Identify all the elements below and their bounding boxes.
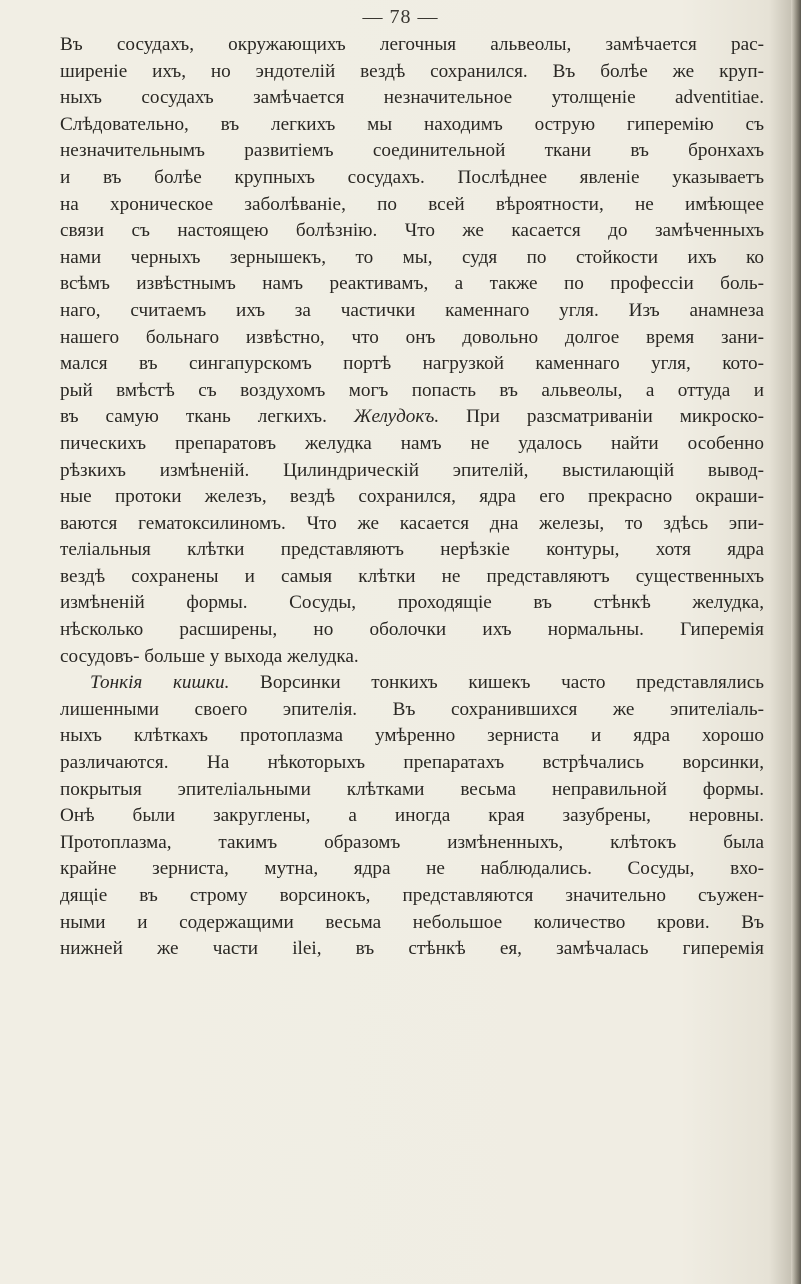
body-text <box>60 32 764 963</box>
page-edge-shadow <box>791 0 801 1284</box>
text-run: въ самую ткань легкихъ. <box>60 406 354 428</box>
text-line: измѣненій формы. Сосуды, проходящіе въ стѣнкѣ желудка, <box>60 592 764 614</box>
text-line: связи съ настоящею болѣзнію. Что же касается до замѣченныхъ <box>60 220 764 242</box>
text-line: ширеніе ихъ, но эндотелій вездѣ сохранился. Въ болѣе же круп- <box>60 60 764 82</box>
text-line: сосудовъ- больше у выхода желудка. <box>60 645 359 667</box>
text-line: пическихъ препаратовъ желудка намъ не удалось найти особенно <box>60 432 764 454</box>
text-line: ваются гематоксилиномъ. Что же касается дна железы, то здѣсь эпи- <box>60 512 764 534</box>
text-line: ные протоки железъ, вездѣ сохранился, ядра его прекрасно окраши- <box>60 486 764 508</box>
text-line: Въ сосудахъ, окружающихъ легочныя альвеолы, замѣчается рас- <box>60 34 764 55</box>
text-line: Онѣ были закруглены, а иногда края зазубрены, неровны. <box>60 805 764 827</box>
text-line: всѣмъ извѣстнымъ намъ реактивамъ, а также по профессіи боль- <box>60 273 764 295</box>
text-run: При разсматриваніи микроско- <box>439 406 764 428</box>
text-line: ныхъ сосудахъ замѣчается незначительное утолщеніе adventitiae. <box>60 87 764 109</box>
text-line: покрытыя эпителіальными клѣтками весьма неправильной формы. <box>60 778 764 800</box>
text-line: дящіе въ строму ворсинокъ, представляются значительно съужен- <box>60 885 764 906</box>
page-number: — 78 — <box>362 6 439 28</box>
text-line: Протоплазма, такимъ образомъ измѣненныхъ, клѣтокъ была <box>60 831 764 853</box>
text-line: крайне зерниста, мутна, ядра не наблюдались. Сосуды, вхо- <box>60 858 764 880</box>
text-run: Ворсинки тонкихъ кишекъ часто представлялись <box>229 672 764 694</box>
text-line: различаются. На нѣкоторыхъ препаратахъ встрѣчались ворсинки, <box>60 752 764 774</box>
text-line: теліальныя клѣтки представляютъ нерѣзкіе контуры, хотя ядра <box>60 539 764 561</box>
text-line: на хроническое заболѣваніе, по всей вѣроятности, не имѣющее <box>60 193 764 215</box>
text-line: ныхъ клѣткахъ протоплазма умѣренно зерниста и ядра хорошо <box>60 725 764 747</box>
text-line: наго, считаемъ ихъ за частички каменнаго угля. Изъ анамнеза <box>60 299 764 321</box>
text-line: нашего больнаго извѣстно, что онъ довольно долгое время зани- <box>60 326 764 348</box>
text-line: вездѣ сохранены и самыя клѣтки не представляютъ существенныхъ <box>60 565 764 587</box>
text-line: ными и содержащими весьма небольшое количество крови. Въ <box>60 911 764 933</box>
text-line: нами черныхъ зернышекъ, то мы, судя по стойкости ихъ ко <box>60 246 764 268</box>
text-line <box>60 404 764 431</box>
text-line: незначительнымъ развитіемъ соединительной ткани въ бронхахъ <box>60 140 764 162</box>
text-line: рый вмѣстѣ съ воздухомъ могъ попасть въ альвеолы, а оттуда и <box>60 379 764 401</box>
text-line: нѣсколько расширены, но оболочки ихъ нормальны. Гиперемія <box>60 619 764 641</box>
text-line <box>60 670 764 697</box>
text-line: лишенными своего эпителія. Въ сохранившихся же эпителіаль- <box>60 698 764 720</box>
text-line: мался въ сингапурскомъ портѣ нагрузкой каменнаго угля, кото- <box>60 353 764 375</box>
text-line: и въ болѣе крупныхъ сосудахъ. Послѣднее явленіе указываетъ <box>60 166 764 188</box>
text-line: Слѣдовательно, въ легкихъ мы находимъ острую гиперемію съ <box>60 113 764 135</box>
text-line: нижней же части ilei, въ стѣнкѣ ея, замѣчалась гиперемія <box>60 938 764 960</box>
section-heading-italic: Желудокъ. <box>353 406 440 428</box>
section-heading-italic: Тонкія кишки. <box>90 672 230 694</box>
text-line: рѣзкихъ измѣненій. Цилиндрическій эпителій, выстилающій вывод- <box>60 459 764 481</box>
